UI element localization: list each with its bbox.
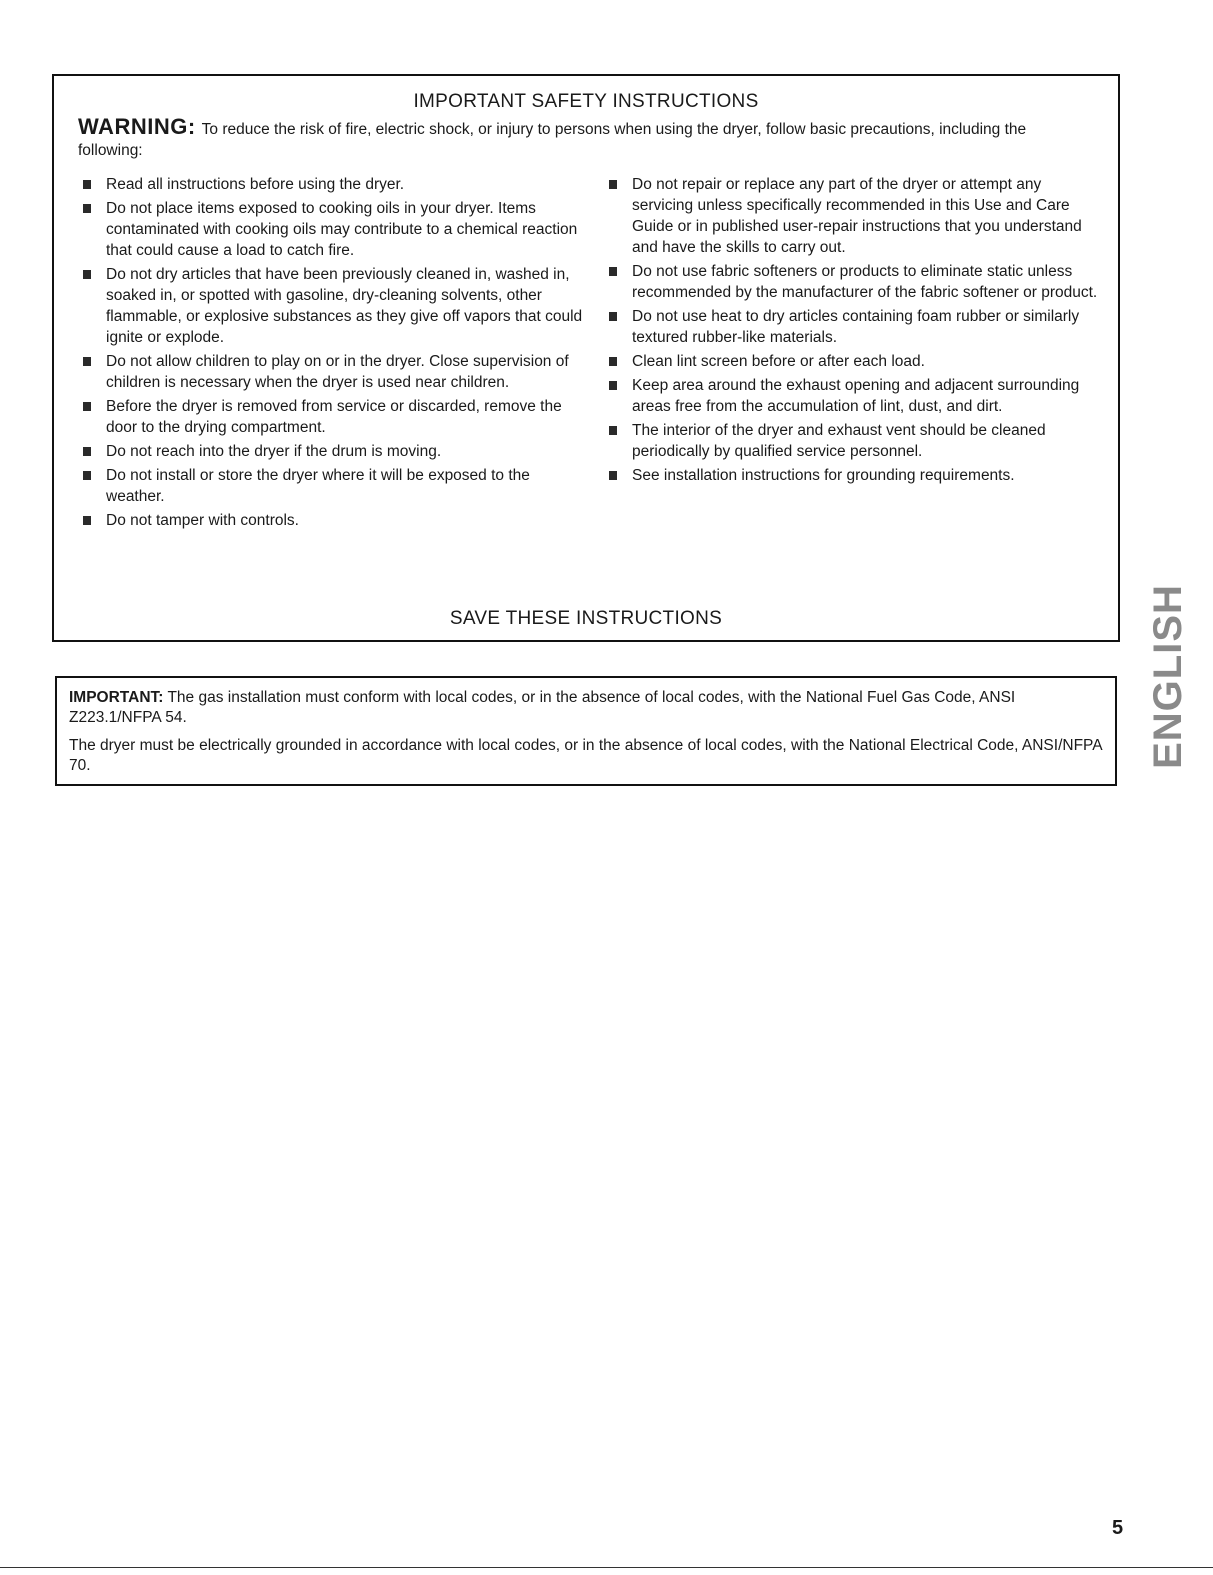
list-item: See installation instructions for grounding requirements. bbox=[606, 465, 1106, 486]
save-instructions-title: SAVE THESE INSTRUCTIONS bbox=[449, 608, 723, 629]
list-item: Keep area around the exhaust opening and adjacent surrounding areas free from the accumulation of lint, dust, and dirt. bbox=[606, 375, 1106, 417]
important-notice-box bbox=[55, 676, 1117, 786]
list-item: Do not install or store the dryer where it will be exposed to the weather. bbox=[80, 465, 590, 507]
important-paragraph-gas: IMPORTANT: The gas installation must conform with local codes, or in the absence of local codes, with the National Fuel Gas Code, ANSI Z223.1/NFPA 54. bbox=[69, 689, 1016, 726]
bullet-icon bbox=[83, 357, 91, 366]
safety-title: IMPORTANT SAFETY INSTRUCTIONS bbox=[413, 91, 759, 112]
bullet-icon bbox=[83, 447, 91, 456]
list-item: Do not use heat to dry articles containing foam rubber or similarly textured rubber-like materials. bbox=[606, 306, 1106, 348]
list-item: Do not place items exposed to cooking oils in your dryer. Items contaminated with cooking oils may contribute to a chemical reaction that could cause a load to catch fire. bbox=[80, 198, 590, 261]
language-side-tab bbox=[1145, 566, 1190, 786]
bullet-icon bbox=[609, 381, 617, 390]
bullet-icon bbox=[83, 516, 91, 525]
bullet-icon bbox=[83, 204, 91, 213]
warning-statement bbox=[78, 116, 1094, 161]
bullet-icon bbox=[83, 270, 91, 279]
bullet-icon bbox=[83, 471, 91, 480]
list-item: Do not repair or replace any part of the dryer or attempt any servicing unless specifically recommended in this Use and Care Guide or in published user-repair instructions that you understand and have the skills to carry out. bbox=[606, 174, 1106, 258]
warning-text: To reduce the risk of fire, electric shock, or injury to persons when using the dryer, follow basic precautions, including the following: bbox=[78, 121, 1027, 159]
page-number: 5 bbox=[1112, 1517, 1124, 1539]
important-paragraph-electrical: The dryer must be electrically grounded in accordance with local codes, or in the absence of local codes, with the National Electrical Code, ANSI/NFPA 70. bbox=[69, 737, 1102, 774]
list-item: Do not allow children to play on or in the dryer. Close supervision of children is necessary when the dryer is used near children. bbox=[80, 351, 590, 393]
bullet-icon bbox=[609, 180, 617, 189]
list-item: Do not use fabric softeners or products to eliminate static unless recommended by the manufacturer of the fabric softener or product. bbox=[606, 261, 1106, 303]
bullet-icon bbox=[609, 471, 617, 480]
bullet-icon bbox=[609, 426, 617, 435]
bullet-icon bbox=[83, 402, 91, 411]
list-item: Do not dry articles that have been previously cleaned in, washed in, soaked in, or spotted with gasoline, dry-cleaning solvents, other flammable, or explosive substances as they give off vapors that could ignite or explode. bbox=[80, 264, 590, 348]
list-item: Before the dryer is removed from service or discarded, remove the door to the drying compartment. bbox=[80, 396, 590, 438]
list-item: Do not reach into the dryer if the drum is moving. bbox=[80, 441, 590, 462]
right-instruction-list bbox=[606, 174, 1106, 489]
bullet-icon bbox=[83, 180, 91, 189]
list-item: Read all instructions before using the dryer. bbox=[80, 174, 590, 195]
list-item: Do not tamper with controls. bbox=[80, 510, 590, 531]
safety-instructions-box bbox=[52, 74, 1120, 642]
list-item: Clean lint screen before or after each load. bbox=[606, 351, 1106, 372]
language-tab-label: ENGLISH bbox=[1145, 583, 1190, 769]
left-instruction-list bbox=[80, 174, 590, 534]
footer-divider bbox=[0, 1567, 1213, 1568]
warning-label: WARNING: bbox=[78, 114, 196, 139]
bullet-icon bbox=[609, 357, 617, 366]
bullet-icon bbox=[609, 267, 617, 276]
bullet-icon bbox=[609, 312, 617, 321]
important-label: IMPORTANT: bbox=[69, 689, 164, 706]
list-item: The interior of the dryer and exhaust vent should be cleaned periodically by qualified service personnel. bbox=[606, 420, 1106, 462]
